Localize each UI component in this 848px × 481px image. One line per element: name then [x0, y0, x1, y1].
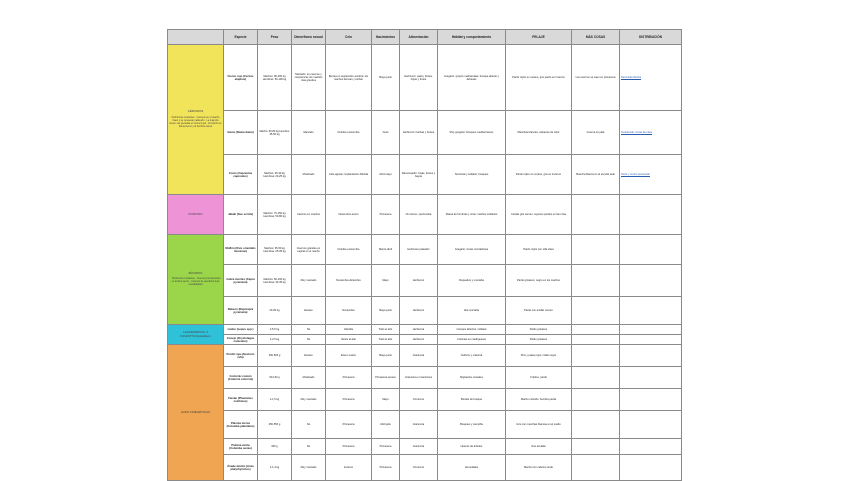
cell-alimentacion[interactable]: Ramoneador: hojas, brotes y bayas	[400, 155, 438, 195]
cell-alimentacion[interactable]: Omnívoro	[400, 389, 438, 411]
cell-dist[interactable]: Península Ibérica	[620, 45, 682, 111]
header-especie[interactable]: Especie	[224, 30, 258, 45]
table-row	[168, 325, 682, 335]
cell-celo[interactable]: Octubre-noviembre	[326, 111, 372, 155]
cell-pelaje[interactable]: Manchas blancas; variantes de color	[506, 111, 572, 155]
cell-peso[interactable]: 1-2,5 kg	[258, 335, 292, 345]
cell-peso[interactable]: Machos: 90-200 kg Hembras: 50-100 kg	[258, 45, 292, 111]
cell-dimorfismo[interactable]: Marcado: en cuernos y corpulencia; los machos más grandes	[292, 45, 326, 111]
header-alimentacion[interactable]: Alimentación	[400, 30, 438, 45]
group-notes: · Herbívoros rumiantes · Cuernos permanentes en ambos sexos · Cuernos de queratina (Las muscitabalar)	[170, 277, 221, 287]
cell-dimorfismo[interactable]: No	[292, 335, 326, 345]
cell-dist[interactable]	[620, 195, 682, 235]
cell-nacimientos[interactable]: Primavera	[372, 455, 400, 481]
cell-alimentacion[interactable]: Omnívoro, oportunista	[400, 195, 438, 235]
cell-pelaje[interactable]: Pardo con antifaz oscuro	[506, 297, 572, 325]
cell-pelaje[interactable]: Pardo rojizo con silla clara	[506, 235, 572, 265]
cell-alimentacion[interactable]: Herbívoro pastador	[400, 235, 438, 265]
group-title: AVES CINEGÉTICAS	[181, 409, 210, 414]
cell-species[interactable]: Paloma torcaz (Columba palumbus)	[224, 411, 258, 439]
cell-nacimientos[interactable]: Primavera	[372, 439, 400, 455]
cell-nacimientos[interactable]: Mayo	[372, 389, 400, 411]
cell-celo[interactable]: Julio-agosto; implantación diferida	[326, 155, 372, 195]
cell-peso[interactable]: 90-130 g	[258, 367, 292, 389]
cell-species[interactable]: Paloma zurita (Columba oenas)	[224, 439, 258, 455]
cell-dist[interactable]	[620, 367, 682, 389]
cell-celo[interactable]: Primavera	[326, 389, 372, 411]
cell-pelaje[interactable]: Macho con cabeza verde	[506, 455, 572, 481]
group-notes: · Herbívoros rumiantes · Cuernos en el macho · Caen y se renuevan cada año · La mayoría tienen sus pezuñas en número par · El macho se llama ciervo y la hembra cierva	[169, 115, 222, 128]
cell-habitat[interactable]: Campos abiertos; solitaria	[438, 325, 506, 335]
cell-peso[interactable]: 2,5-5 kg	[258, 325, 292, 335]
cell-species[interactable]: Muflón (Ovis orientalis musimon)	[224, 235, 258, 265]
cell-species[interactable]: Corzo (Capreolus capreolus)	[224, 155, 258, 195]
cell-mas[interactable]	[572, 367, 620, 389]
cell-mas[interactable]: Cuerna en pala	[572, 111, 620, 155]
cell-species[interactable]: Gamo (Dama dama)	[224, 111, 258, 155]
cell-dist[interactable]	[620, 411, 682, 439]
cell-habitat[interactable]: Bosques y campiña	[438, 411, 506, 439]
cell-dist[interactable]	[620, 389, 682, 411]
group-cell-bovidos	[168, 235, 224, 325]
cell-nacimientos[interactable]: Primavera-verano	[372, 367, 400, 389]
cell-dimorfismo[interactable]: Muy marcado	[292, 265, 326, 297]
cell-habitat[interactable]: Bordes de bosque	[438, 389, 506, 411]
cell-habitat[interactable]: Territorial y solitario; bosques	[438, 155, 506, 195]
table-row	[168, 345, 682, 367]
cell-pelaje[interactable]: Pardo grisáceo	[506, 325, 572, 335]
table-row	[168, 195, 682, 235]
cell-species[interactable]: Rebeco (Rupicapra pyrenaica)	[224, 297, 258, 325]
cell-pelaje[interactable]: Cerdas gris oscuro; rayones pardos en las crías	[506, 195, 572, 235]
cell-alimentacion[interactable]: Herbívora	[400, 325, 438, 335]
group-cell-cervidos	[168, 45, 224, 195]
table-row	[168, 439, 682, 455]
group-title: LAGOMORFOS, 4 INCENTIVO(cazables)	[180, 329, 211, 338]
cell-alimentacion[interactable]: Granívora	[400, 439, 438, 455]
group-cell-aves	[168, 345, 224, 481]
cell-mas[interactable]	[572, 389, 620, 411]
cell-celo[interactable]: Enero-marzo	[326, 345, 372, 367]
cell-nacimientos[interactable]: Mayo-junio	[372, 345, 400, 367]
cell-celo[interactable]: Noviembre	[326, 297, 372, 325]
cell-alimentacion[interactable]: Granívora	[400, 345, 438, 367]
cell-habitat[interactable]: Colonias en madrigueras	[438, 335, 506, 345]
group-header-cell	[168, 30, 224, 45]
cell-mas[interactable]	[572, 411, 620, 439]
header-distribucion[interactable]: DISTRIBUCIÓN	[620, 30, 682, 45]
cell-pelaje[interactable]: Pardo grisáceo; negro en los machos	[506, 265, 572, 297]
cell-pelaje[interactable]: Pardo rojizo en verano, gris en invierno	[506, 155, 572, 195]
cell-habitat[interactable]: Cultivos y matorral	[438, 345, 506, 367]
cell-pelaje[interactable]: Pardo grisáceo	[506, 335, 572, 345]
cell-dist[interactable]	[620, 335, 682, 345]
species-table	[167, 29, 682, 481]
cell-peso[interactable]: 1-1,5 kg	[258, 389, 292, 411]
cell-mas[interactable]: Los cuernos se caen en primavera	[572, 45, 620, 111]
cell-celo[interactable]: Variable	[326, 325, 372, 335]
cell-species[interactable]: Faisán (Phasianus colchicus)	[224, 389, 258, 411]
cell-mas[interactable]	[572, 439, 620, 455]
table-row	[168, 265, 682, 297]
species-sheet	[167, 29, 681, 471]
cell-dimorfismo[interactable]: Cuernos grandes en espiral en el macho	[292, 235, 326, 265]
table-row	[168, 111, 682, 155]
cell-peso[interactable]: 300 g	[258, 439, 292, 455]
cell-dimorfismo[interactable]: Moderado	[292, 367, 326, 389]
cell-mas[interactable]	[572, 325, 620, 335]
cell-dist[interactable]	[620, 265, 682, 297]
cell-peso[interactable]: 400-500 g	[258, 345, 292, 367]
cell-celo[interactable]: Primavera	[326, 367, 372, 389]
cell-nacimientos[interactable]: Abril-mayo	[372, 155, 400, 195]
cell-nacimientos[interactable]: Mayo-junio	[372, 297, 400, 325]
cell-celo[interactable]: Noviembre-diciembre	[326, 265, 372, 297]
cell-habitat[interactable]: Migratoria; cereales	[438, 367, 506, 389]
cell-dist[interactable]	[620, 345, 682, 367]
cell-alimentacion[interactable]: Herbívoro: pasto, brotes, hojas y frutos	[400, 45, 438, 111]
table-row	[168, 411, 682, 439]
cell-habitat[interactable]: Gregario; zonas montañosas	[438, 235, 506, 265]
cell-habitat[interactable]: Humedales	[438, 455, 506, 481]
cell-dist[interactable]	[620, 325, 682, 335]
cell-celo[interactable]: Varios al año	[326, 335, 372, 345]
cell-habitat[interactable]: Alta montaña	[438, 297, 506, 325]
cell-species[interactable]: Ciervo rojo (Cervus elaphus)	[224, 45, 258, 111]
cell-alimentacion[interactable]: Herbívoro: hierbas y brotes	[400, 111, 438, 155]
table-row	[168, 155, 682, 195]
cell-dimorfismo[interactable]: Caninos en machos	[292, 195, 326, 235]
cell-dimorfismo[interactable]: No	[292, 439, 326, 455]
cell-mas[interactable]	[572, 335, 620, 345]
header-celo[interactable]: Celo	[326, 30, 372, 45]
cell-alimentacion[interactable]: Herbívoro	[400, 335, 438, 345]
cell-dimorfismo[interactable]: Escaso	[292, 297, 326, 325]
cell-peso[interactable]: 1-1,4 kg	[258, 455, 292, 481]
cell-pelaje[interactable]: Macho colorido, hembra parda	[506, 389, 572, 411]
table-row	[168, 297, 682, 325]
cell-celo[interactable]: Invierno	[326, 455, 372, 481]
cell-dimorfismo[interactable]: Muy marcado	[292, 455, 326, 481]
cell-dist[interactable]: Norte y centro peninsular	[620, 155, 682, 195]
cell-species[interactable]: Jabalí (Sus scrofa)	[224, 195, 258, 235]
cell-alimentacion[interactable]: Omnívoro	[400, 455, 438, 481]
cell-celo[interactable]: Berrea en septiembre-octubre; los machos berrean y luchan	[326, 45, 372, 111]
cell-nacimientos[interactable]: Abril-julio	[372, 411, 400, 439]
header-nacimientos[interactable]: Nacimientos	[372, 30, 400, 45]
cell-species[interactable]: Cabra montés (Capra pyrenaica)	[224, 265, 258, 297]
cell-habitat[interactable]: Huecos de árboles	[438, 439, 506, 455]
cell-peso[interactable]: Machos: 25-30 kg Hembras: 20-25 kg	[258, 155, 292, 195]
cell-dimorfismo[interactable]: No	[292, 411, 326, 439]
cell-habitat[interactable]: Roquedos y montaña	[438, 265, 506, 297]
group-cell-porcino	[168, 195, 224, 235]
cell-celo[interactable]: Noviembre-enero	[326, 195, 372, 235]
cell-alimentacion[interactable]: Herbívoro	[400, 297, 438, 325]
cell-nacimientos[interactable]: Mayo-junio	[372, 45, 400, 111]
cell-species[interactable]: Codorniz común (Coturnix coturnix)	[224, 367, 258, 389]
cell-peso[interactable]: Machos: 35-50 kg Hembras: 25-35 kg	[258, 235, 292, 265]
header-dimorfismo[interactable]: Dimorfismo sexual	[292, 30, 326, 45]
cell-dimorfismo[interactable]: Marcado	[292, 111, 326, 155]
cell-dist[interactable]	[620, 439, 682, 455]
cell-nacimientos[interactable]: Junio	[372, 111, 400, 155]
cell-mas[interactable]	[572, 265, 620, 297]
cell-dimorfismo[interactable]: Muy marcado	[292, 389, 326, 411]
cell-alimentacion[interactable]: Granívora e insectívora	[400, 367, 438, 389]
cell-celo[interactable]: Primavera	[326, 439, 372, 455]
cell-peso[interactable]: Macho: 60-80 kg Hembra: 35-50 kg	[258, 111, 292, 155]
cell-peso[interactable]: Machos: 70-150 kg Hembras: 50-80 kg	[258, 195, 292, 235]
header-row	[168, 30, 682, 45]
cell-nacimientos[interactable]: Todo el año	[372, 335, 400, 345]
group-title: PORCINO	[188, 211, 203, 216]
cell-pelaje[interactable]: Críptico, pardo	[506, 367, 572, 389]
cell-habitat[interactable]: Gregario: grupos matriarcales; bosque abierto y dehesas	[438, 45, 506, 111]
cell-nacimientos[interactable]: Mayo	[372, 265, 400, 297]
group-title: BÓVIDOS	[188, 270, 203, 275]
cell-pelaje[interactable]: Gris con manchas blancas en el cuello	[506, 411, 572, 439]
cell-dist[interactable]	[620, 235, 682, 265]
cell-habitat[interactable]: Piaras de hembras y crías; machos solitarios	[438, 195, 506, 235]
cell-dimorfismo[interactable]: No	[292, 325, 326, 335]
cell-habitat[interactable]: Muy gregario; bosques mediterráneos	[438, 111, 506, 155]
cell-alimentacion[interactable]: Herbívoro	[400, 265, 438, 297]
cell-peso[interactable]: Machos: 60-100 kg Hembras: 30-45 kg	[258, 265, 292, 297]
cell-species[interactable]: Liebre (Lepus spp.)	[224, 325, 258, 335]
cell-mas[interactable]	[572, 235, 620, 265]
header-pelaje[interactable]: PELAJE	[506, 30, 572, 45]
table-row	[168, 367, 682, 389]
table-row	[168, 45, 682, 111]
cell-nacimientos[interactable]: Todo el año	[372, 325, 400, 335]
cell-pelaje[interactable]: Pico y patas rojos; collar negro	[506, 345, 572, 367]
cell-dimorfismo[interactable]: Escaso	[292, 345, 326, 367]
cell-species[interactable]: Perdiz roja (Alectoris rufa)	[224, 345, 258, 367]
header-peso[interactable]: Peso	[258, 30, 292, 45]
cell-pelaje[interactable]: Gris azulado	[506, 439, 572, 455]
cell-peso[interactable]: 450-550 g	[258, 411, 292, 439]
cell-celo[interactable]: Primavera	[326, 411, 372, 439]
cell-peso[interactable]: 20-35 kg	[258, 297, 292, 325]
cell-mas[interactable]	[572, 195, 620, 235]
cell-nacimientos[interactable]: Marzo-abril	[372, 235, 400, 265]
cell-species[interactable]: Ánade azulón (Anas platyrhynchos)	[224, 455, 258, 481]
cell-celo[interactable]: Octubre-noviembre	[326, 235, 372, 265]
group-cell-lagomorfos	[168, 325, 224, 345]
cell-mas[interactable]	[572, 345, 620, 367]
cell-dimorfismo[interactable]: Moderado	[292, 155, 326, 195]
table-row	[168, 389, 682, 411]
cell-species[interactable]: Conejo (Oryctolagus cuniculus)	[224, 335, 258, 345]
group-title: CÉRVIDOS	[187, 109, 204, 114]
cell-mas[interactable]: Mancha blanca en el escudo anal	[572, 155, 620, 195]
cell-mas[interactable]	[572, 297, 620, 325]
cell-pelaje[interactable]: Pardo rojizo en verano, gris pardo en invierno	[506, 45, 572, 111]
header-mas[interactable]: MÁS COSAS	[572, 30, 620, 45]
cell-dist[interactable]	[620, 297, 682, 325]
table-row	[168, 235, 682, 265]
cell-dist[interactable]: Introducido; zonas de caza	[620, 111, 682, 155]
cell-alimentacion[interactable]: Granívora	[400, 411, 438, 439]
table-row	[168, 335, 682, 345]
cell-nacimientos[interactable]: Primavera	[372, 195, 400, 235]
header-habitat[interactable]: Hábitat y comportamiento	[438, 30, 506, 45]
